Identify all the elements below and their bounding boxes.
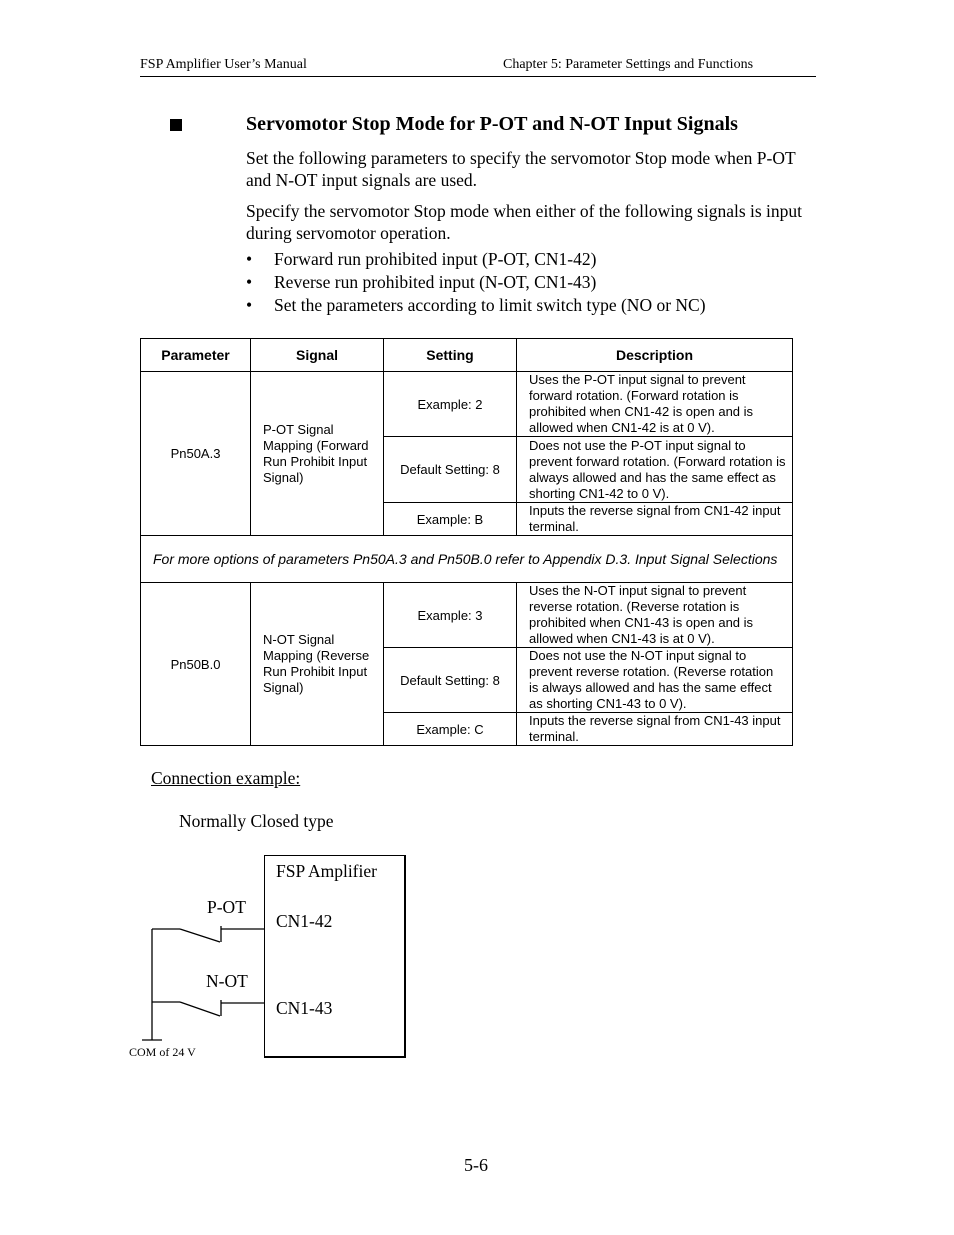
n-ot-label: N-OT — [206, 971, 248, 991]
intro-paragraph-1: Set the following parameters to specify the servomotor Stop mode when P-OT and N-OT input signals are used. — [246, 148, 796, 190]
parameter-cell: Pn50B.0 — [141, 583, 251, 746]
cn1-42-label: CN1-42 — [276, 911, 333, 931]
description-cell: Inputs the reverse signal from CN1-43 input terminal. — [517, 713, 793, 746]
com-label: COM of 24 V — [129, 1045, 196, 1059]
cn1-43-label: CN1-43 — [276, 998, 333, 1018]
section-title: Servomotor Stop Mode for P-OT and N-OT Input Signals — [246, 113, 738, 135]
signal-cell: P-OT Signal Mapping (Forward Run Prohibit Input Signal) — [251, 372, 384, 536]
page-number: 5-6 — [464, 1155, 488, 1175]
setting-cell: Default Setting: 8 — [384, 437, 517, 503]
column-header-setting: Setting — [384, 339, 517, 372]
bullet-dot-icon: • — [246, 249, 253, 269]
column-header-parameter: Parameter — [141, 339, 251, 372]
connection-heading: Connection example: — [151, 768, 301, 788]
table-note: For more options of parameters Pn50A.3 and Pn50B.0 refer to Appendix D.3. Input Signal Selections — [141, 536, 793, 583]
setting-cell: Default Setting: 8 — [384, 648, 517, 713]
p-ot-label: P-OT — [207, 897, 246, 917]
bullet-dot-icon: • — [246, 272, 253, 292]
connection-type-label: Normally Closed type — [179, 811, 334, 831]
n-ot-switch-blade — [180, 1002, 220, 1016]
header-chapter-title: Chapter 5: Parameter Settings and Functions — [503, 57, 754, 72]
description-cell: Inputs the reverse signal from CN1-42 input terminal. — [517, 503, 793, 536]
signal-cell: N-OT Signal Mapping (Reverse Run Prohibit Input Signal) — [251, 583, 384, 746]
header-manual-title: FSP Amplifier User’s Manual — [140, 57, 307, 72]
setting-cell: Example: C — [384, 713, 517, 746]
list-item-text: Set the parameters according to limit switch type (NO or NC) — [274, 295, 706, 315]
list-item-text: Reverse run prohibited input (N-OT, CN1-43) — [274, 272, 597, 292]
column-header-description: Description — [517, 339, 793, 372]
setting-cell: Example: 3 — [384, 583, 517, 648]
description-cell: Does not use the P-OT input signal to prevent forward rotation. (Forward rotation is always allowed and has the same effect as shorting CN1-42 to 0 V). — [517, 437, 793, 503]
setting-cell: Example: B — [384, 503, 517, 536]
description-cell: Uses the N-OT input signal to prevent reverse rotation. (Reverse rotation is prohibited when CN1-43 is open and is allowed when CN1-43 is at 0 V). — [517, 583, 793, 648]
bullet-dot-icon: • — [246, 295, 253, 315]
parameter-cell: Pn50A.3 — [141, 372, 251, 536]
p-ot-switch-blade — [180, 929, 220, 942]
setting-cell: Example: 2 — [384, 372, 517, 437]
amplifier-label: FSP Amplifier — [276, 861, 377, 881]
list-item-text: Forward run prohibited input (P-OT, CN1-42) — [274, 249, 597, 269]
intro-paragraph-2: Specify the servomotor Stop mode when either of the following signals is input during servomotor operation. — [246, 201, 803, 243]
description-cell: Uses the P-OT input signal to prevent forward rotation. (Forward rotation is prohibited when CN1-42 is open and is allowed when CN1-42 is at 0 V). — [517, 372, 793, 437]
description-cell: Does not use the N-OT input signal to prevent reverse rotation. (Reverse rotation is always allowed and has the same effect as shorting CN1-43 to 0 V). — [517, 648, 793, 713]
column-header-signal: Signal — [251, 339, 384, 372]
